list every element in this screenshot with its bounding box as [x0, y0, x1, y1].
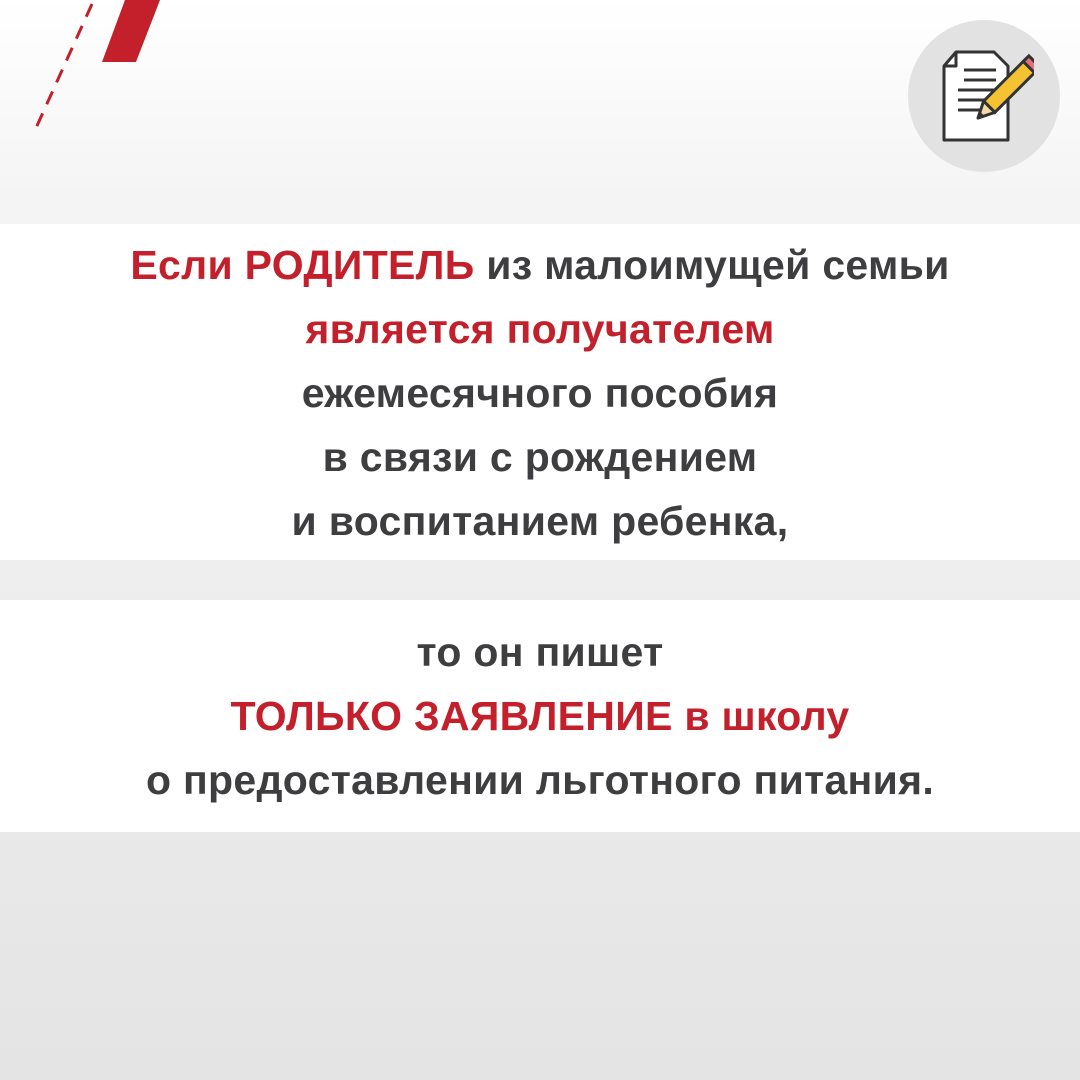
text-line-4: в связи с рождением — [322, 434, 758, 480]
text-line-5: и воспитанием ребенка, — [291, 498, 789, 544]
text-line-8: о предоставлении льготного питания. — [145, 757, 935, 803]
highlight-application: ТОЛЬКО ЗАЯВЛЕНИЕ в школу — [230, 693, 850, 739]
document-pencil-icon — [938, 44, 1034, 148]
text-line-1 — [130, 233, 949, 297]
main-text-panel — [0, 224, 1080, 560]
red-slash-decoration-icon — [0, 0, 200, 140]
text-line-2: является получателем — [305, 306, 775, 352]
secondary-text-panel — [0, 600, 1080, 832]
document-pencil-icon-badge — [908, 20, 1060, 172]
text-line-3: ежемесячного пособия — [301, 370, 779, 416]
highlight-parent: РОДИТЕЛЬ — [244, 242, 475, 288]
text-line-6: то он пишет — [416, 629, 664, 675]
text-line-7 — [230, 684, 849, 748]
text-fragment: Если — [130, 242, 245, 288]
text-fragment: из малоимущей семьи — [474, 242, 950, 288]
